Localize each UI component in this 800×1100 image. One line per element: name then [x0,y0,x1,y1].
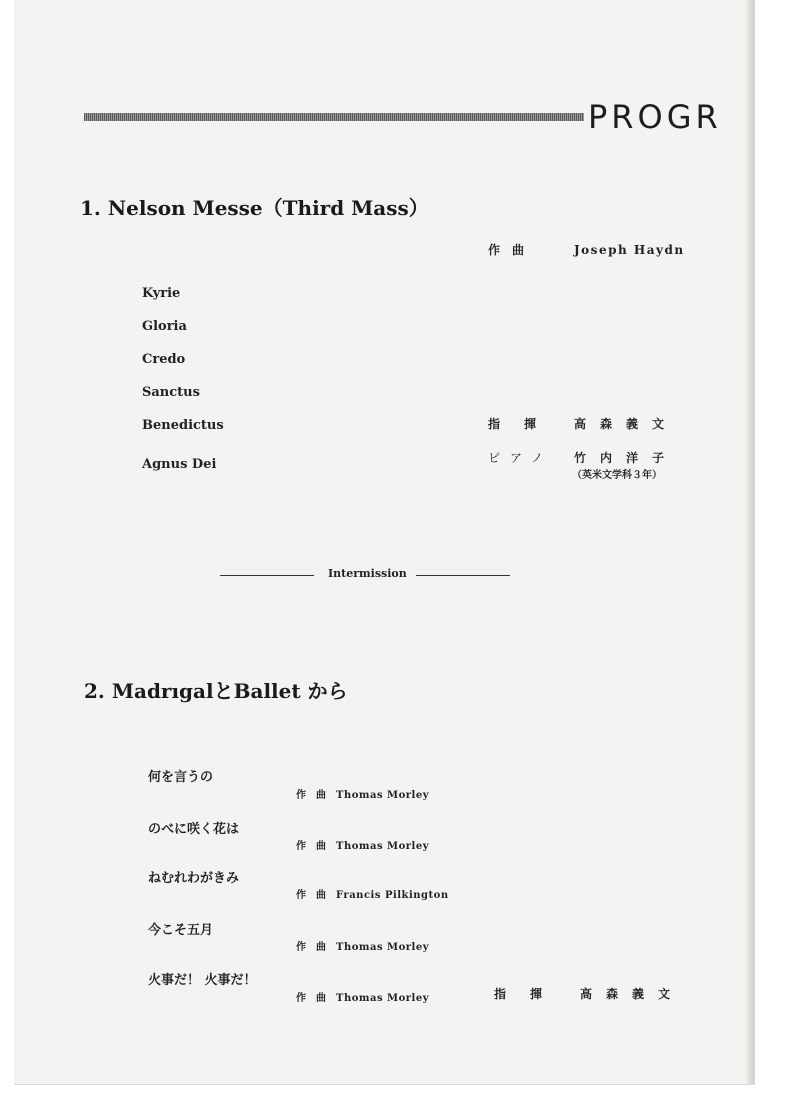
section-2-title: 2. MadrıgalとBallet から [84,679,348,703]
section-1-composer-credit [488,241,685,258]
pianist-name: 竹内洋子 [574,451,679,465]
song-title: のべに咲く花は [148,822,240,837]
section-1-pianist-credit [488,449,678,466]
song-composer-name: Thomas Morley [336,942,430,953]
song-composer-credit [296,989,429,1004]
composer-label: 作曲 [488,243,537,257]
movement-agnus-dei: Agnus Dei [142,457,217,472]
song-composer-credit [296,938,429,953]
song-composer-name: Thomas Morley [336,790,430,801]
song-composer-name: Thomas Morley [336,841,430,852]
conductor-label: 指揮 [494,987,567,1001]
conductor-name: 高森義文 [574,417,679,431]
intermission-line-left [220,575,314,576]
section-1-title: 1. Nelson Messe（Third Mass） [80,196,429,220]
intermission-label: Intermission [328,567,407,580]
pianist-label: ピアノ [488,451,554,465]
song-composer-label: 作曲 [296,942,336,953]
section-2-conductor-credit [494,985,684,1002]
composer-name: Joseph Haydn [574,243,685,257]
movement-gloria: Gloria [142,319,187,334]
page-header-title: PROGR [588,98,722,136]
movement-kyrie: Kyrie [142,286,181,301]
song-title: 今こそ五月 [148,923,214,938]
conductor-label: 指揮 [488,417,561,431]
conductor-name: 高森義文 [580,987,685,1001]
song-composer-credit [296,786,429,801]
song-composer-label: 作曲 [296,841,336,852]
program-page [14,0,755,1085]
movement-credo: Credo [142,352,186,367]
song-title: 何を言うの [148,770,214,785]
header-rule [84,113,584,121]
song-composer-label: 作曲 [296,890,336,901]
intermission-divider [220,567,510,585]
song-title: 火事だ！ 火事だ！ [148,973,257,988]
pianist-affiliation: （英米文学科３年） [572,470,662,481]
intermission-line-right [416,575,510,576]
song-composer-label: 作曲 [296,993,336,1004]
song-composer-label: 作曲 [296,790,336,801]
movement-benedictus: Benedictus [142,418,224,433]
song-composer-name: Thomas Morley [336,993,430,1004]
page-edge-shadow [746,0,754,1084]
song-composer-credit [296,886,449,901]
song-composer-name: Francis Pilkington [336,890,449,901]
song-title: ねむれわがきみ [148,871,240,886]
song-composer-credit [296,837,429,852]
section-1-conductor-credit [488,415,678,432]
movement-sanctus: Sanctus [142,385,200,400]
